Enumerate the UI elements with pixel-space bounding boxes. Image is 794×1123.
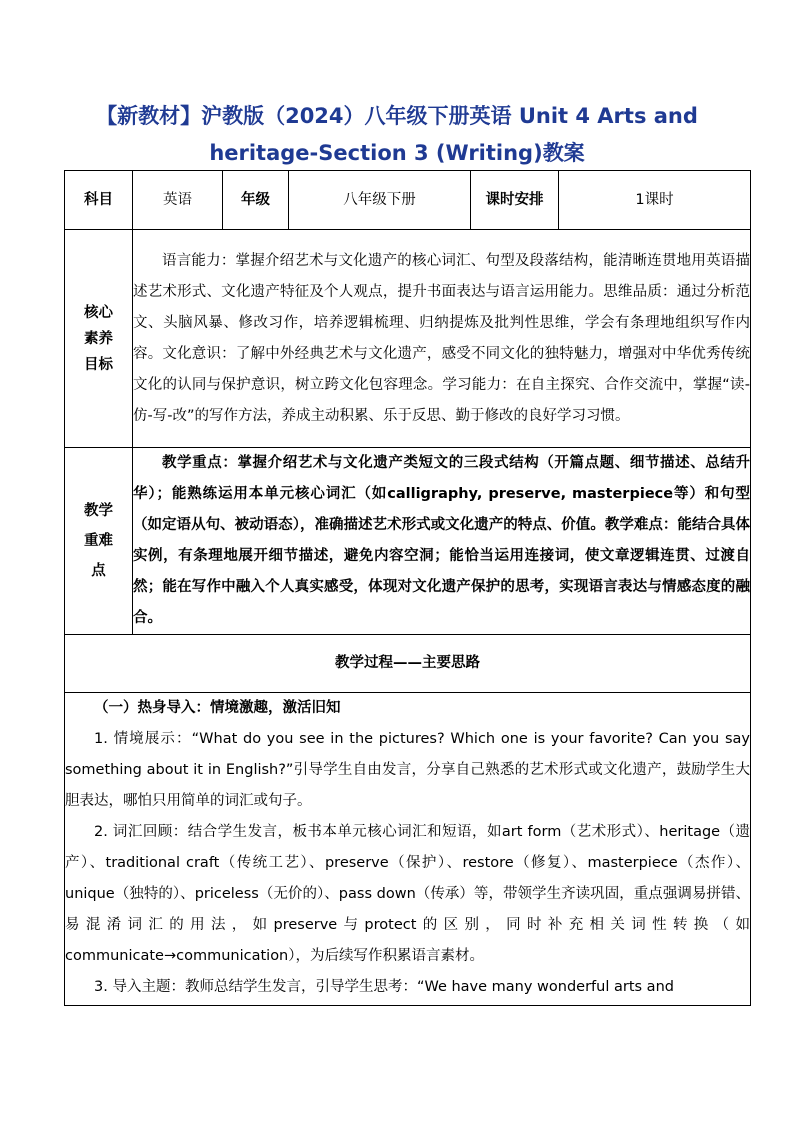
document-title [64, 98, 730, 172]
hours-label: 课时安排 [471, 171, 559, 230]
process-step-2: 2. 词汇回顾：结合学生发言，板书本单元核心词汇和短语，如art form（艺术形式）、heritage（遗产）、traditional craft（传统工艺）、preserve（保护）、restore（修复）、masterpiece（杰作）、unique（独特的）、priceless（无价的）、pass down（传承）等，带领学生齐读巩固，重点强调易拼错、易混淆词汇的用法，如preserve与protect的区别，同时补充相关词性转换（如communicate→communication），为后续写作积累语言素材。 [65, 824, 750, 964]
header-row [65, 171, 751, 230]
process-step-3: 3. 导入主题：教师总结学生发言，引导学生思考：“We have many wonderful arts and [94, 979, 674, 995]
lesson-plan-table [64, 170, 751, 1006]
grade-label: 年级 [223, 171, 289, 230]
core-literacy-label: 核心素养目标 [65, 230, 133, 448]
key-difficulties-text: 教学重点：掌握介绍艺术与文化遗产类短文的三段式结构（开篇点题、细节描述、总结升华）；能熟练运用本单元核心词汇（如calligraphy, preserve, masterpiece等）和句型（如定语从句、被动语态），准确描述艺术形式或文化遗产的特点、价值。教学难点：能结合具体实例，有条理地展开细节描述，避免内容空洞；能恰当运用连接词，使文章逻辑连贯、过渡自然；能在写作中融入个人真实感受，体现对文化遗产保护的思考，实现语言表达与情感态度的融合。 [133, 448, 751, 635]
subject-value: 英语 [133, 171, 223, 230]
process-heading: （一）热身导入：情境激趣，激活旧知 [94, 700, 341, 716]
hours-value: 1课时 [559, 171, 751, 230]
title-line-2: heritage-Section 3 (Writing)教案 [209, 141, 585, 165]
key-difficulties-row [65, 448, 751, 635]
process-step-1: 1. 情境展示：“What do you see in the pictures? Which one is your favorite? Can you say something about it in English?”引导学生自由发言，分享自己熟悉的艺术形式或文化遗产，鼓励学生大胆表达，哪怕只用简单的词汇或句子。 [65, 731, 750, 809]
core-literacy-text: 语言能力：掌握介绍艺术与文化遗产的核心词汇、句型及段落结构，能清晰连贯地用英语描述艺术形式、文化遗产特征及个人观点，提升书面表达与语言运用能力。思维品质：通过分析范文、头脑风暴、修改习作，培养逻辑梳理、归纳提炼及批判性思维，学会有条理地组织写作内容。文化意识：了解中外经典艺术与文化遗产，感受不同文化的独特魅力，增强对中华优秀传统文化的认同与保护意识，树立跨文化包容理念。学习能力：在自主探究、合作交流中，掌握“读-仿-写-改”的写作方法，养成主动积累、乐于反思、勤于修改的良好学习习惯。 [133, 230, 751, 448]
process-title: 教学过程——主要思路 [65, 635, 751, 693]
key-difficulties-label: 教学重难点 [65, 448, 133, 635]
subject-label: 科目 [65, 171, 133, 230]
core-literacy-row [65, 230, 751, 448]
title-line-1: 【新教材】沪教版（2024）八年级下册英语 Unit 4 Arts and [96, 104, 698, 128]
process-content [65, 693, 751, 1006]
process-content-row [65, 693, 751, 1006]
process-title-row [65, 635, 751, 693]
grade-value: 八年级下册 [289, 171, 471, 230]
